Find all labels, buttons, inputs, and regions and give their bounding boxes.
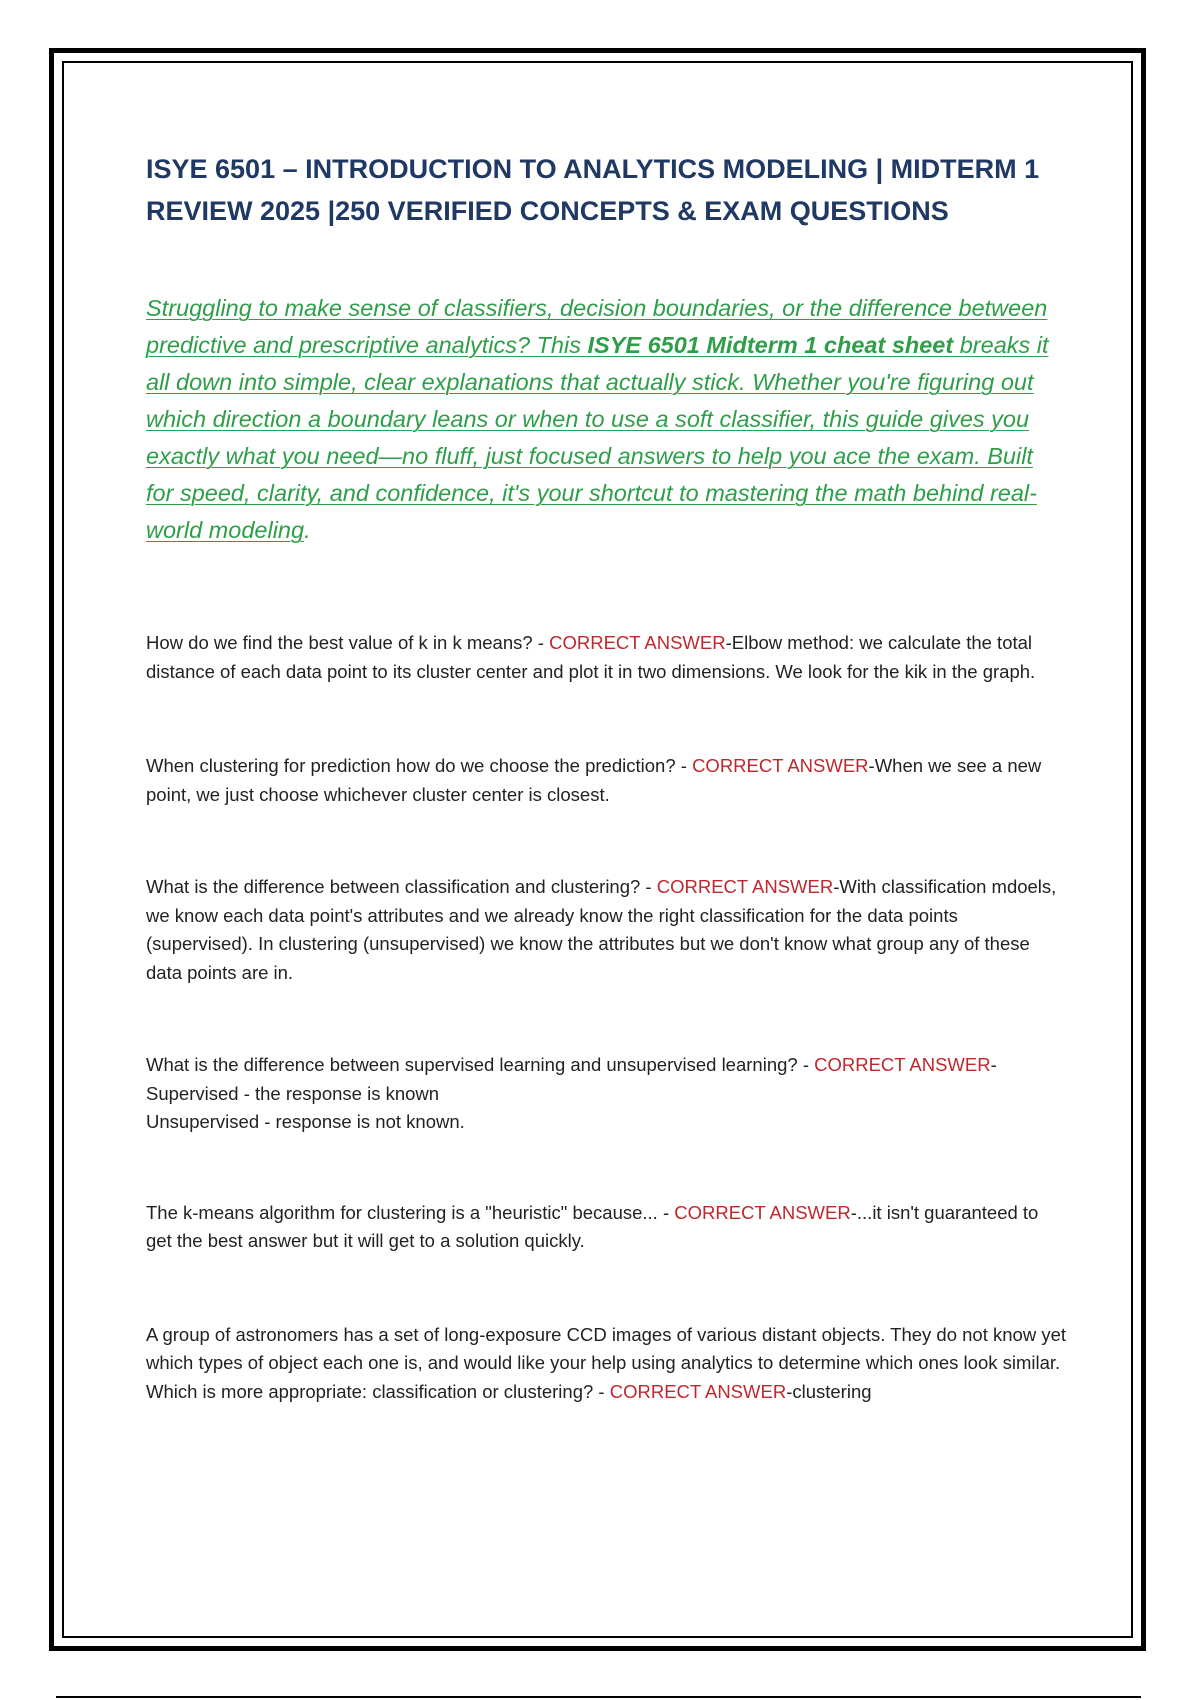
question-text: What is the difference between supervised learning and unsupervised learning? - xyxy=(146,1054,815,1075)
intro-text-part2: breaks it all down into simple, clear explanations that actually stick. Whether you're figuring out which direction a boundary leans or when to use a soft classifier, this guide gives you exactly what you need—no fluff, just focused answers to help you ace the exam. Built for speed, clarity, and confidence, it's your shortcut to mastering the math behind real-world modeling xyxy=(146,332,1049,543)
answer-text: -Elbow method: we calculate the total distance of each data point to its cluster center and plot it in two dimensions. We look for the kik in the graph. xyxy=(146,632,1036,682)
intro-end-period: . xyxy=(304,517,311,543)
qa-item-6 xyxy=(146,1321,1066,1407)
intro-paragraph xyxy=(146,290,1066,549)
bottom-divider xyxy=(56,1696,1141,1698)
document-title: ISYE 6501 – INTRODUCTION TO ANALYTICS MODELING | MIDTERM 1 REVIEW 2025 |250 VERIFIED CONCEPTS & EXAM QUESTIONS xyxy=(146,154,1040,226)
answer-text: -clustering xyxy=(786,1380,872,1402)
question-text: When clustering for prediction how do we choose the prediction? - xyxy=(146,755,693,776)
qa-item-3 xyxy=(146,873,1066,987)
qa-item-1 xyxy=(146,629,1066,686)
answer-text: -When we see a new point, we just choose whichever cluster center is closest. xyxy=(146,755,1042,805)
correct-answer-label: CORRECT ANSWER xyxy=(656,876,834,897)
answer-text: -Supervised - the response is known xyxy=(146,1054,997,1104)
qa-item-2 xyxy=(146,752,1066,809)
answer-text: -...it isn't guaranteed to get the best answer but it will get to a solution quickly. xyxy=(146,1201,1039,1251)
correct-answer-label: CORRECT ANSWER xyxy=(692,755,869,776)
qa-text xyxy=(146,752,1066,809)
correct-answer-label: CORRECT ANSWER xyxy=(814,1054,991,1075)
question-text: A group of astronomers has a set of long-exposure CCD images of various distant objects. They do not know yet which types of object each one is, and would like your help using analytics to determine which ones look similar. Which is more appropriate: classification or clustering? - xyxy=(146,1323,1067,1402)
correct-answer-label: CORRECT ANSWER xyxy=(609,1380,787,1402)
correct-answer-label: CORRECT ANSWER xyxy=(549,632,726,653)
question-text: How do we find the best value of k in k means? - xyxy=(146,632,550,653)
qa-item-4 xyxy=(146,1051,1066,1137)
question-text: What is the difference between classification and clustering? - xyxy=(146,876,657,897)
intro-bold-text: ISYE 6501 Midterm 1 cheat sheet xyxy=(587,332,954,358)
intro-text-part1: Struggling to make sense of classifiers, decision boundaries, or the difference between predictive and prescriptive analytics? This xyxy=(146,295,1048,358)
correct-answer-label: CORRECT ANSWER xyxy=(674,1201,851,1223)
qa-item-5 xyxy=(146,1199,1066,1256)
answer-text: -With classification mdoels, we know each data point's attributes and we already know the right classification for the data points (supervised). In clustering (unsupervised) we know the attributes but we don't know what group any of these data points are in. xyxy=(146,876,1057,983)
answer-extra-text: Unsupervised - response is not known. xyxy=(146,1111,465,1132)
qa-text xyxy=(146,1321,1066,1407)
qa-text xyxy=(146,873,1066,987)
question-text: The k-means algorithm for clustering is a "heuristic" because... - xyxy=(146,1201,675,1223)
qa-text xyxy=(146,1199,1066,1256)
qa-text xyxy=(146,1051,1066,1108)
document-content xyxy=(146,148,1066,1406)
qa-text xyxy=(146,629,1066,686)
